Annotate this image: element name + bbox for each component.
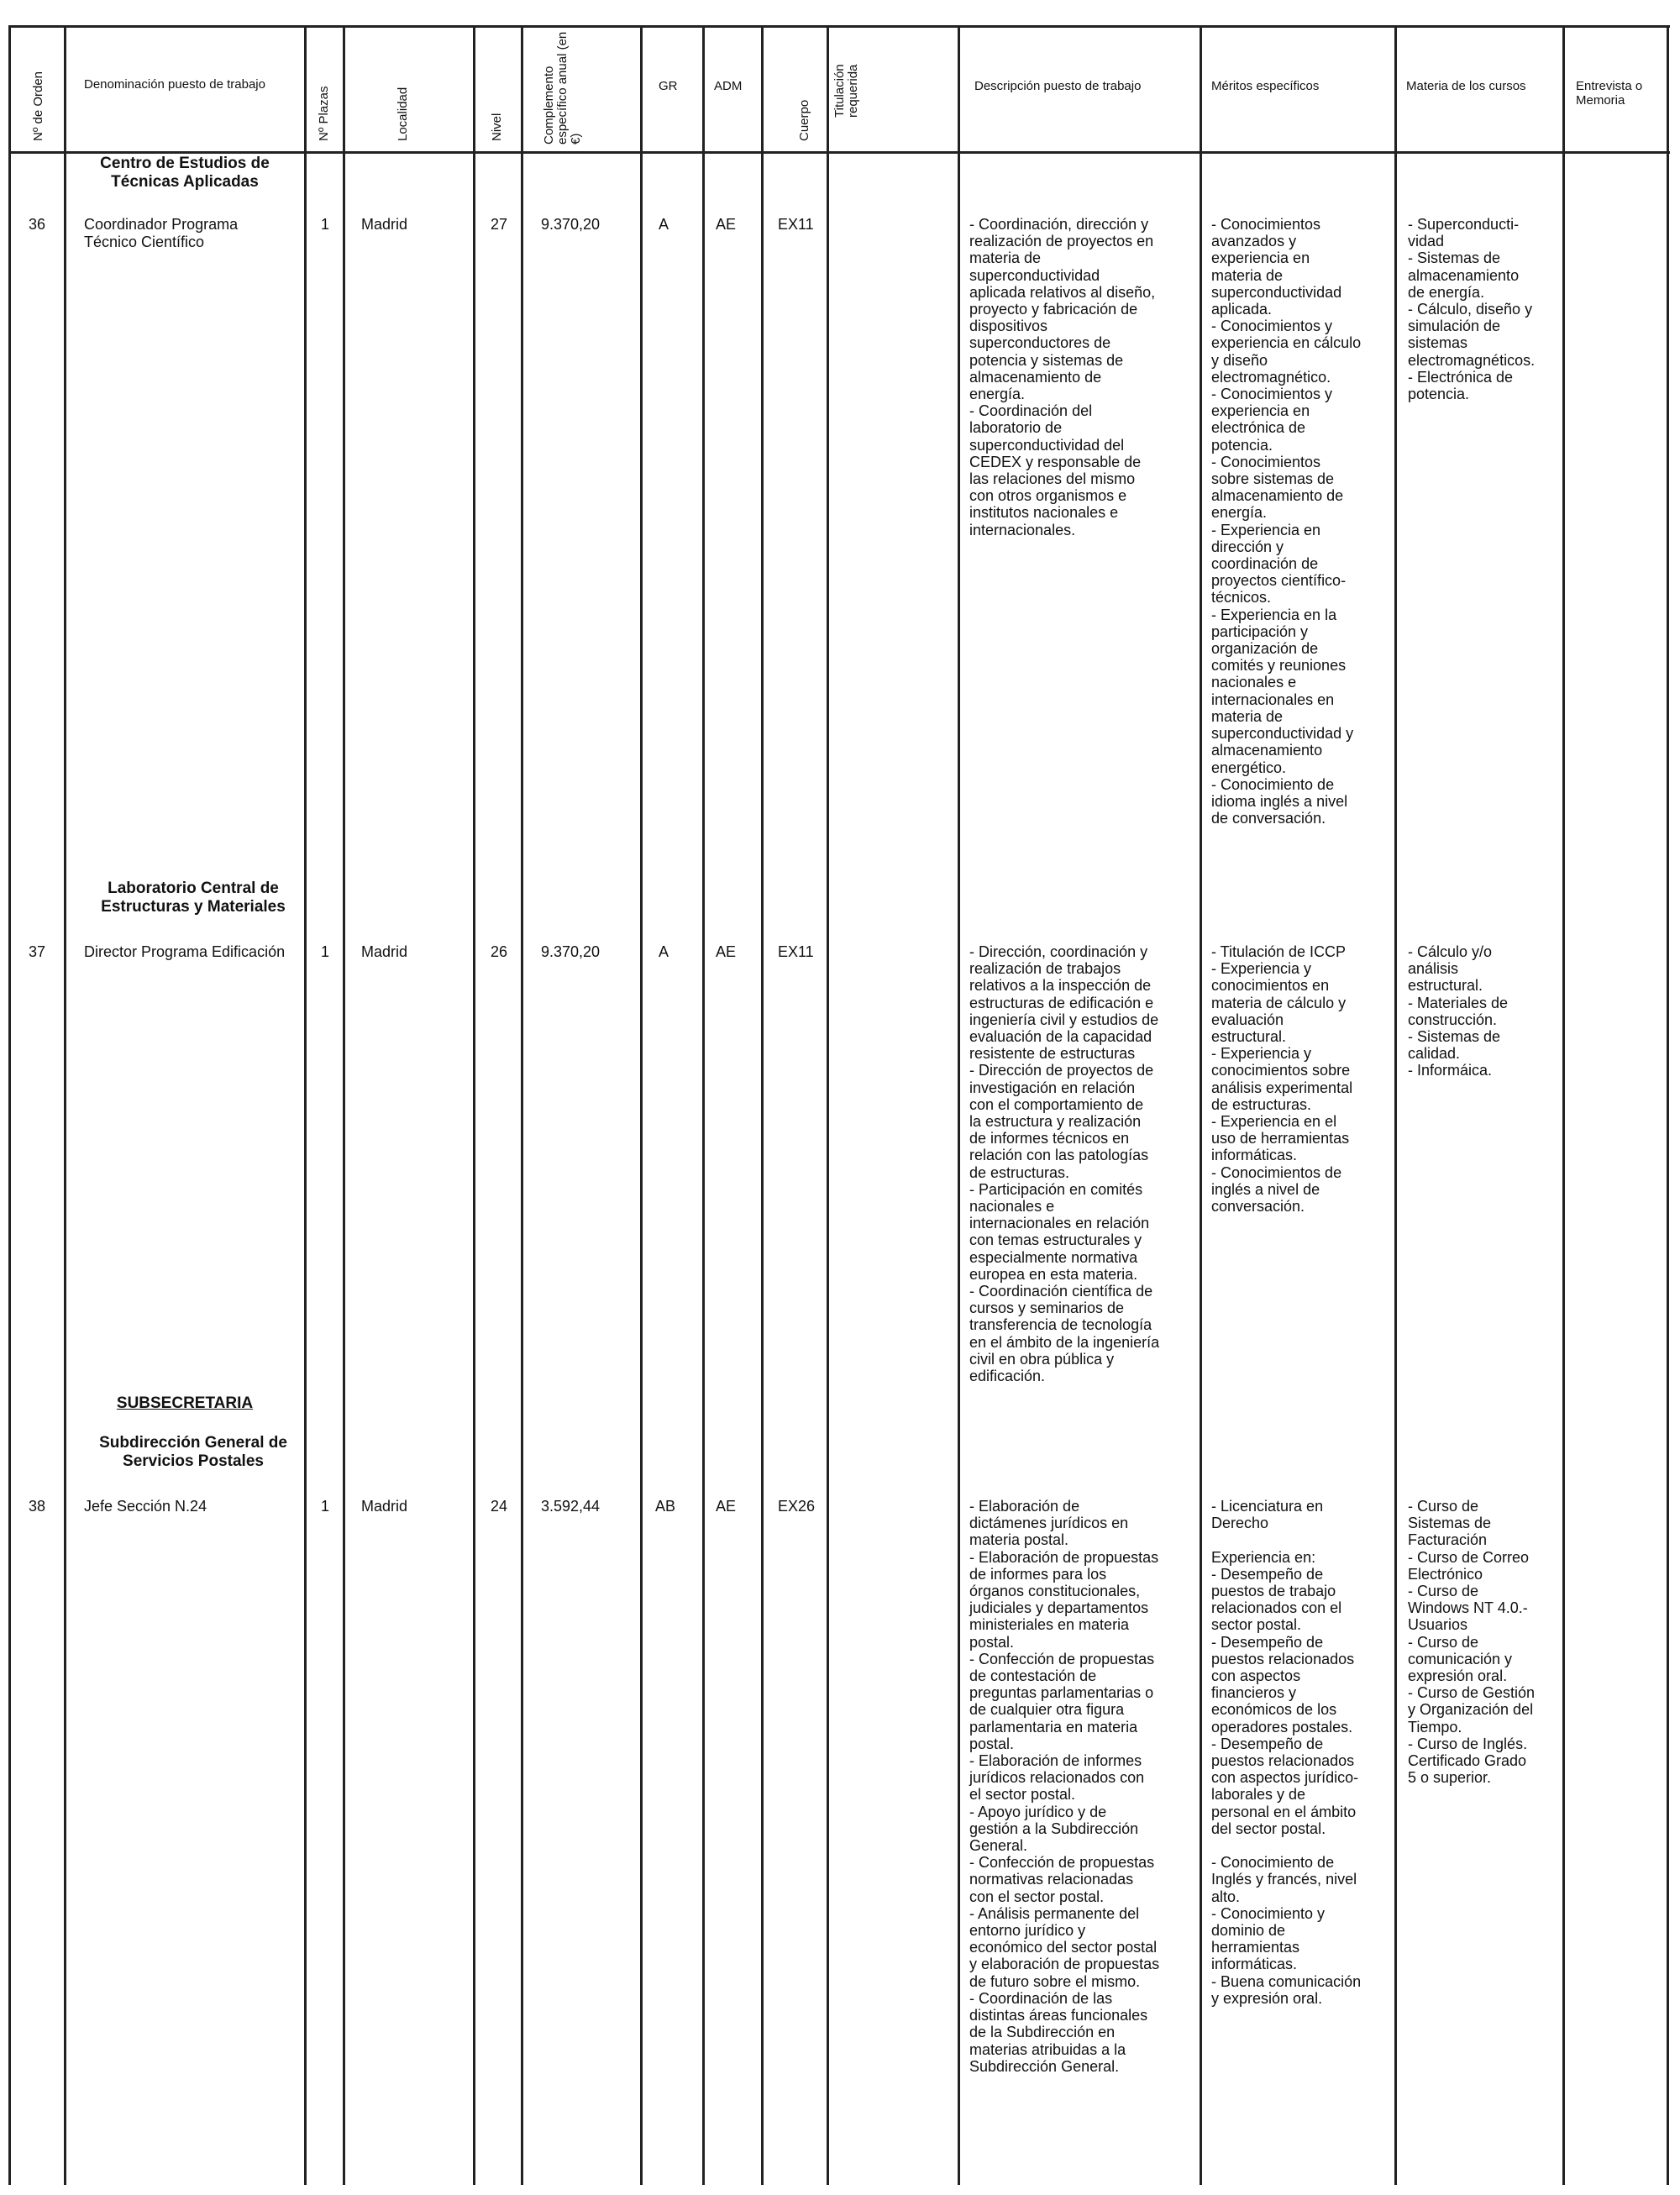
header-meritos: Méritos específicos	[1211, 79, 1320, 93]
header-localidad: Localidad	[396, 87, 410, 141]
cell-gr: A	[659, 943, 669, 960]
col-border	[8, 25, 11, 2185]
header-descripcion: Descripción puesto de trabajo	[974, 79, 1142, 93]
header-materia: Materia de los cursos	[1406, 79, 1526, 93]
section-cedex: Centro de Estudios de Técnicas Aplicadas	[100, 155, 270, 191]
cell-meritos: - Titulación de ICCP - Experiencia y conocimientos en materia de cálculo y evaluación estructural. - Experiencia y conocimientos sobre análisis experimental de estructuras. - Experiencia en el uso de herramientas informáticas. - Conocimientos de inglés a nivel de conversación.	[1211, 943, 1353, 1216]
cell-localidad: Madrid	[361, 216, 408, 233]
header-entrevista: Entrevista o Memoria	[1576, 79, 1643, 108]
cell-plazas: 1	[321, 1498, 330, 1515]
header-nivel: Nivel	[490, 113, 504, 141]
cell-gr: AB	[655, 1498, 676, 1515]
cell-complemento: 9.370,20	[541, 943, 601, 960]
cell-nivel: 27	[491, 216, 508, 233]
col-border	[304, 25, 307, 2185]
col-border	[343, 25, 345, 2185]
cell-localidad: Madrid	[361, 1498, 408, 1515]
cell-descripcion: - Coordinación, dirección y realización de proyectos en materia de superconductividad aplicada relativos al diseño, proyecto y fabricación de dispositivos superconductores de potencia y sistemas de almacenamiento de energía. - Coordinación del laboratorio de superconductividad del CEDEX y responsable de las relaciones del mismo con otros organismos e institutos nacionales e internacionales.	[969, 216, 1156, 538]
header-complemento: Complemento específico anual (en €)	[542, 31, 583, 144]
col-border	[64, 25, 66, 2185]
cell-adm: AE	[716, 943, 737, 960]
col-border	[1562, 25, 1565, 2185]
cell-materia: - Curso de Sistemas de Facturación - Curso de Correo Electrónico - Curso de Windows NT 4.0.- Usuarios - Curso de comunicación y expresión oral. - Curso de Gestión y Organización del Tiempo. - Curso de Inglés. Certificado Grado 5 o superior.	[1408, 1498, 1536, 1787]
cell-adm: AE	[716, 1498, 737, 1515]
col-border	[473, 25, 475, 2185]
col-border	[1200, 25, 1202, 2185]
cell-cuerpo: EX26	[778, 1498, 816, 1515]
header-adm: ADM	[714, 79, 743, 93]
cell-materia: - Cálculo y/o análisis estructural. - Materiales de construcción. - Sistemas de calidad. - Informáica.	[1408, 943, 1509, 1079]
cell-plazas: 1	[321, 216, 330, 233]
cell-denominacion: Jefe Sección N.24	[84, 1498, 207, 1515]
col-border	[1394, 25, 1397, 2185]
section-subsecretaria: SUBSECRETARIA	[116, 1394, 254, 1412]
cell-denominacion: Director Programa Edificación	[84, 943, 286, 960]
cell-denominacion: Coordinador Programa Técnico Científico	[84, 216, 239, 250]
header-orden: Nº de Orden	[31, 71, 45, 141]
cell-nivel: 24	[491, 1498, 508, 1515]
section-servicios-postales: Subdirección General de Servicios Postales	[99, 1434, 287, 1470]
cell-gr: A	[659, 216, 669, 233]
cell-descripcion: - Elaboración de dictámenes jurídicos en materia postal. - Elaboración de propuestas de informes para los órganos constitucionales, judiciales y departamentos ministeriales en materia postal. - Confección de propuestas de contestación de preguntas parlamentarias o de cualquier otra figura parlamentaria en materia postal. - Elaboración de informes jurídicos relacionados con el sector postal. - Apoyo jurídico y de gestión a la Subdirección General. - Confección de propuestas normativas relacionadas con el sector postal. - Análisis permanente del entorno jurídico y económico del sector postal y elaboración de propuestas de futuro sobre el mismo. - Coordinación de las distintas áreas funcionales de la Subdirección en materias atribuidas a la Subdirección General.	[969, 1498, 1160, 2075]
cell-descripcion: - Dirección, coordinación y realización de trabajos relativos a la inspección de estructuras de edificación e ingeniería civil y estudios de evaluación de la capacidad resistente de estructuras - Dirección de proyectos de investigación en relación con el comportamiento de la estructura y realización de informes técnicos en relación con las patologías de estructuras. - Participación en comités nacionales e internacionales en relación con temas estructurales y especialmente normativa europea en esta materia. - Coordinación científica de cursos y seminarios de transferencia de tecnología en el ámbito de la ingeniería civil en obra pública y edificación.	[969, 943, 1160, 1385]
header-gr: GR	[659, 79, 678, 93]
cell-plazas: 1	[321, 943, 330, 960]
header-cuerpo: Cuerpo	[797, 99, 811, 141]
cell-complemento: 3.592,44	[541, 1498, 601, 1515]
col-border	[761, 25, 764, 2185]
header-plazas: Nº Plazas	[317, 86, 331, 141]
cell-nivel: 26	[491, 943, 508, 960]
cell-cuerpo: EX11	[778, 943, 814, 960]
cell-cuerpo: EX11	[778, 216, 814, 233]
section-laboratorio: Laboratorio Central de Estructuras y Materiales	[101, 880, 286, 916]
cell-complemento: 9.370,20	[541, 216, 601, 233]
col-border	[640, 25, 643, 2185]
col-border	[1667, 25, 1669, 2185]
cell-orden: 38	[29, 1498, 46, 1515]
cell-meritos: - Conocimientos avanzados y experiencia en materia de superconductividad aplicada. - Conocimientos y experiencia en cálculo y diseño electromagnético. - Conocimientos y experiencia en electrónica de potencia. - Conocimientos sobre sistemas de almacenamiento de energía. - Experiencia en dirección y coordinación de proyectos científico- técnicos. - Experiencia en la participación y organización de comités y reuniones nacionales e internacionales en materia de superconductividad y almacenamiento energético. - Conocimiento de idioma inglés a nivel de conversación.	[1211, 216, 1362, 827]
cell-materia: - Superconducti- vidad - Sistemas de almacenamiento de energía. - Cálculo, diseño y simulación de sistemas electromagnéticos. - Electrónica de potencia.	[1408, 216, 1536, 403]
col-border	[521, 25, 523, 2185]
cell-adm: AE	[716, 216, 737, 233]
col-border	[958, 25, 960, 2185]
header-bottom-border	[8, 151, 1670, 154]
header-denominacion: Denominación puesto de trabajo	[84, 77, 265, 92]
cell-localidad: Madrid	[361, 943, 408, 960]
cell-orden: 36	[29, 216, 46, 233]
col-border	[827, 25, 829, 2185]
cell-meritos: - Licenciatura en Derecho Experiencia en: - Desempeño de puestos de trabajo relacionados con el sector postal. - Desempeño de puestos relacionados con aspectos financieros y económicos de los operadores postales. - Desempeño de puestos relacionados con aspectos jurídico- laborales y de personal en el ámbito del sector postal. - Conocimiento de Inglés y francés, nivel alto. - Conocimiento y dominio de herramientas informáticas. - Buena comunicación y expresión oral.	[1211, 1498, 1362, 2007]
header-titulacion: Titulación requerida	[832, 64, 860, 118]
cell-orden: 37	[29, 943, 46, 960]
col-border	[702, 25, 705, 2185]
